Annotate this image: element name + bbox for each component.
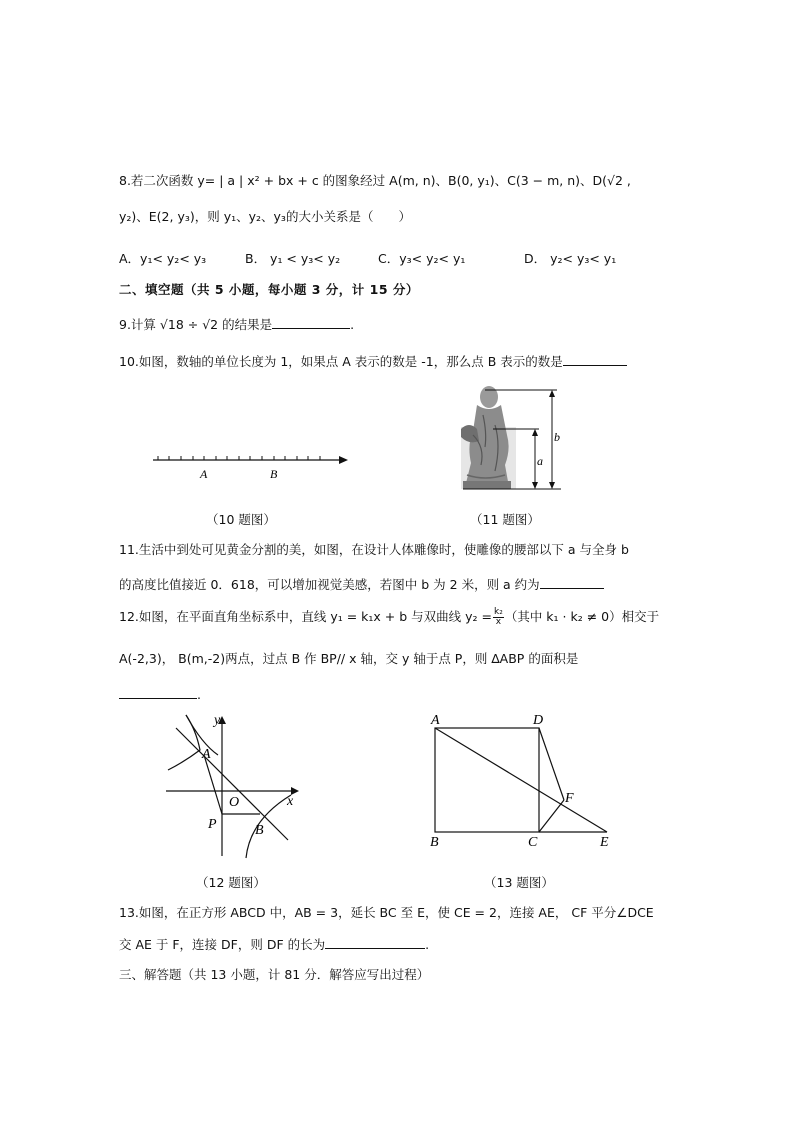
square-figure (425, 710, 625, 855)
q8-option-d: D． y₂< y₃< y₁ (524, 251, 617, 266)
fig11-caption: （11 题图） (470, 512, 540, 527)
y-axis-label: y (214, 713, 221, 728)
q13-answer-blank[interactable] (325, 936, 425, 949)
fig10-caption: （10 题图） (206, 512, 276, 527)
origin-label: O (229, 795, 240, 810)
q8-option-c: C．y₃< y₂< y₁ (378, 251, 466, 266)
vertex-b-label: B (430, 835, 439, 850)
q11-line1: 11.生活中到处可见黄金分割的美，如图，在设计人体雕像时，使雕像的腰部以下 a 与全身 b (119, 542, 629, 557)
q12-line3 (119, 686, 201, 704)
point-f-label: F (565, 791, 574, 806)
point-b-label: B (255, 823, 264, 838)
fig12-caption: （12 题图） (196, 875, 266, 890)
point-e-label: E (600, 835, 609, 850)
q12-period: . (197, 687, 201, 702)
q13-text: 交 AE 于 F，连接 DF，则 DF 的长为 (119, 937, 326, 952)
segment-df (539, 728, 564, 800)
q8-option-b: B． y₁ < y₃< y₂ (245, 251, 341, 266)
point-b-label: B (270, 467, 278, 480)
statue-image (461, 386, 511, 489)
segment-cf (539, 800, 564, 832)
number-line-figure (150, 450, 350, 480)
q10-answer-blank[interactable] (563, 353, 627, 366)
q12-line2: A(-2,3)， B(m,-2)两点，过点 B 作 BP// x 轴，交 y 轴于点 P，则 ∆ABP 的面积是 (119, 651, 579, 666)
q11-text: 的高度比值接近 0．618，可以增加视觉美感，若图中 b 为 2 米，则 a 约为 (119, 577, 540, 592)
q8-line1: 8.若二次函数 y= | a | x² + bx + c 的图象经过 A(m, n)、B(0, y₁)、C(3 − m, n)、D(√2 , (119, 173, 631, 188)
fig13-caption: （13 题图） (484, 875, 554, 890)
number-line-ticks (158, 456, 320, 460)
section-3-heading: 三、解答题（共 13 小题，计 81 分．解答应写出过程） (119, 967, 430, 982)
line-y1 (176, 728, 288, 840)
q13-line2 (119, 936, 429, 954)
q13-line1: 13.如图，在正方形 ABCD 中，AB = 3，延长 BC 至 E，使 CE = 2，连接 AE， CF 平分∠DCE (119, 905, 654, 920)
q9-period: . (350, 317, 355, 332)
length-a-label: a (537, 454, 543, 468)
segment-ae (435, 728, 607, 832)
x-axis-label: x (287, 794, 294, 809)
point-a-label: A (200, 467, 208, 480)
q12-line1 (119, 608, 659, 627)
number-line-arrow (339, 456, 348, 464)
square-abcd (435, 728, 539, 832)
q12-text-b: （其中 k₁ · k₂ ≠ 0）相交于 (504, 609, 660, 624)
q10-text: 10.如图，数轴的单位长度为 1，如果点 A 表示的数是 -1，那么点 B 表示的数是 (119, 354, 563, 369)
length-b-label: b (554, 430, 560, 444)
point-p-label: P (208, 817, 217, 832)
q9-answer-blank[interactable] (272, 316, 350, 329)
q10 (119, 353, 627, 371)
q12-frac-den: x (495, 617, 502, 627)
q8-line2: y₂)、E(2, y₃)，则 y₁、y₂、y₃的大小关系是（ ） (119, 209, 411, 224)
statue-figure (455, 385, 575, 493)
q12-text-a: 12.如图，在平面直角坐标系中，直线 y₁ = k₁x + b 与双曲线 y₂ = (119, 609, 492, 624)
q12-frac-num: k₂ (494, 607, 503, 617)
q8-option-a: A．y₁< y₂< y₃ (119, 251, 207, 266)
q9-text: 9.计算 √18 ÷ √2 的结果是 (119, 317, 273, 332)
q12-answer-blank[interactable] (119, 686, 197, 699)
segment-ap (204, 755, 222, 814)
section-2-heading: 二、填空题（共 5 小题，每小题 3 分，计 15 分） (119, 282, 419, 297)
point-a-label: A (202, 747, 211, 762)
q13-period: . (425, 937, 430, 952)
vertex-c-label: C (528, 835, 538, 850)
vertex-a-label: A (431, 713, 440, 728)
coordinate-figure (158, 710, 303, 860)
q9 (119, 316, 354, 334)
q11-line2 (119, 576, 604, 594)
vertex-d-label: D (533, 713, 544, 728)
q11-answer-blank[interactable] (540, 576, 604, 589)
q12-fraction (493, 608, 504, 627)
